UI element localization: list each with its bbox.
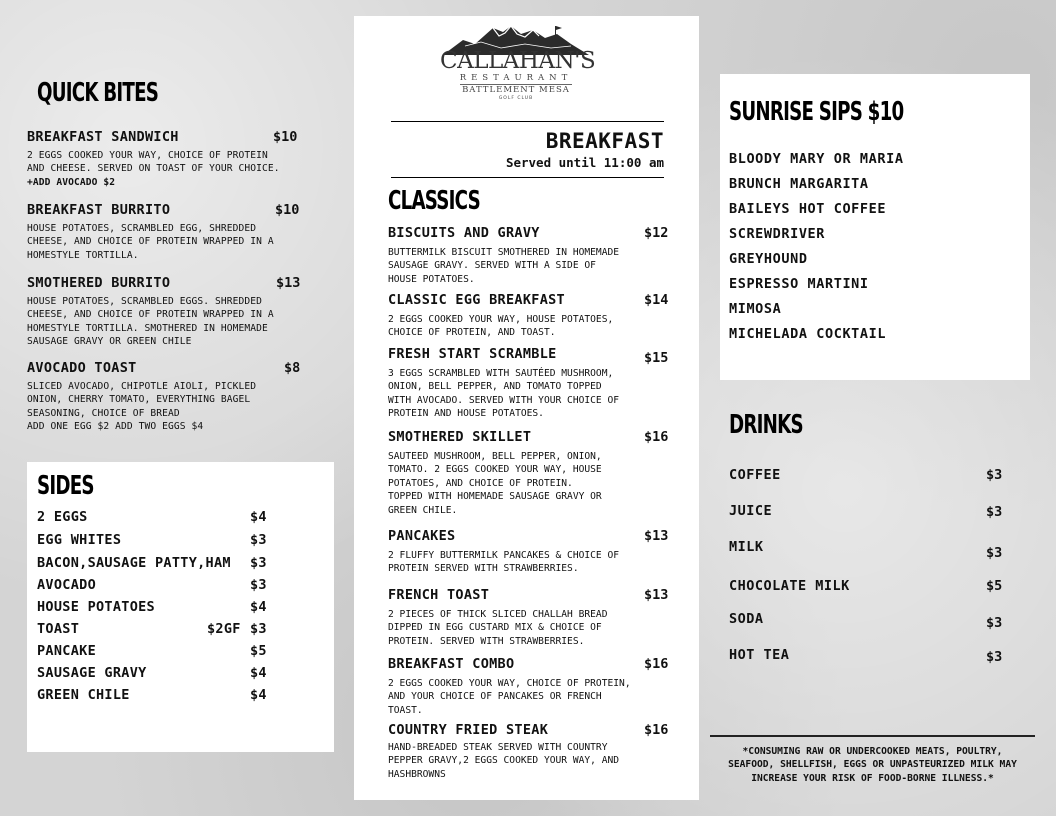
side-name: AVOCADO	[37, 577, 96, 593]
item-price: $10	[273, 129, 298, 145]
classic-item	[388, 528, 678, 576]
cocktail-item: BRUNCH MARGARITA	[729, 176, 869, 192]
item-price: $16	[644, 722, 669, 738]
quick-bites-heading: QUICK BITES	[37, 78, 159, 108]
quick-bite-item	[27, 360, 307, 434]
cocktail-item: GREYHOUND	[729, 251, 808, 267]
side-row	[37, 643, 277, 663]
drink-name: HOT TEA	[729, 647, 790, 663]
classic-item	[388, 346, 678, 421]
logo-place: BATTLEMENT MESA	[462, 85, 570, 95]
side-price: $3	[250, 532, 267, 548]
restaurant-logo	[440, 22, 596, 106]
item-description: 2 FLUFFY BUTTERMILK PANCAKES & CHOICE OF PROTEIN SERVED WITH STRAWBERRIES.	[388, 550, 620, 575]
classic-item	[388, 587, 678, 648]
drink-name: CHOCOLATE MILK	[729, 578, 850, 594]
food-safety-warning: *CONSUMING RAW OR UNDERCOOKED MEATS, POULTRY, SEAFOOD, SHELLFISH, EGGS OR UNPASTEURIZED MILK MAY INCREASE YOUR RISK OF FOOD-BORNE ILLNESS.*	[728, 746, 1017, 784]
cocktail-item: BAILEYS HOT COFFEE	[729, 201, 887, 217]
item-price: $16	[644, 429, 669, 445]
side-row	[37, 665, 277, 685]
side-price: $4	[250, 665, 267, 681]
side-name: BACON,SAUSAGE PATTY,HAM	[37, 555, 231, 571]
item-price: $14	[644, 292, 669, 308]
item-name: FRESH START SCRAMBLE	[388, 346, 557, 362]
item-description: BUTTERMILK BISCUIT SMOTHERED IN HOMEMADE SAUSAGE GRAVY. SERVED WITH A SIDE OF HOUSE POTATOES.	[388, 247, 620, 285]
drink-name: JUICE	[729, 503, 773, 519]
divider-line	[710, 735, 1035, 737]
classic-item	[388, 656, 678, 717]
classics-heading: CLASSICS	[388, 186, 480, 216]
cocktail-item: BLOODY MARY OR MARIA	[729, 151, 904, 167]
side-row	[37, 687, 277, 707]
item-description: SLICED AVOCADO, CHIPOTLE AIOLI, PICKLED ONION, CHERRY TOMATO, EVERYTHING BAGEL SEASONING, CHOICE OF BREAD ADD ONE EGG $2 ADD TWO EGGS $4	[27, 381, 257, 433]
side-extra-price: $2GF	[207, 621, 241, 637]
item-name: BREAKFAST BURRITO	[27, 202, 171, 218]
cocktail-item: MICHELADA COCKTAIL	[729, 326, 887, 342]
item-name: CLASSIC EGG BREAKFAST	[388, 292, 565, 308]
item-price: $13	[276, 275, 301, 291]
divider-line	[391, 121, 664, 122]
side-row	[37, 555, 277, 575]
drink-price: $3	[986, 545, 1003, 561]
cocktail-item: ESPRESSO MARTINI	[729, 276, 869, 292]
item-name: PANCAKES	[388, 528, 456, 544]
item-name: SMOTHERED BURRITO	[27, 275, 171, 291]
side-price: $3	[250, 555, 267, 571]
side-price: $5	[250, 643, 267, 659]
side-price: $4	[250, 509, 267, 525]
logo-club: GOLF CLUB	[498, 96, 534, 101]
side-name: SAUSAGE GRAVY	[37, 665, 147, 681]
cocktail-item: SCREWDRIVER	[729, 226, 826, 242]
served-until-text: Served until 11:00 am	[505, 155, 664, 170]
item-name: SMOTHERED SKILLET	[388, 429, 532, 445]
drink-price: $3	[986, 649, 1003, 665]
side-row	[37, 509, 277, 529]
side-row	[37, 599, 277, 619]
drink-name: SODA	[729, 611, 764, 627]
drink-name: COFFEE	[729, 467, 781, 483]
classic-item	[388, 225, 678, 286]
item-price: $12	[644, 225, 669, 241]
item-description: HOUSE POTATOES, SCRAMBLED EGGS. SHREDDED CHEESE, AND CHOICE OF PROTEIN WRAPPED IN A HOMESTYLE TORTILLA. SMOTHERED IN HOMEMADE SAUSAGE GRAVY OR GREEN CHILE	[27, 296, 274, 348]
side-name: PANCAKE	[37, 643, 96, 659]
cocktail-item: MIMOSA	[729, 301, 782, 317]
drink-price: $3	[986, 615, 1003, 631]
quick-bite-item	[27, 202, 307, 262]
item-price: $10	[275, 202, 300, 218]
item-description: 3 EGGS SCRAMBLED WITH SAUTÉED MUSHROOM, ONION, BELL PEPPER, AND TOMATO TOPPED WITH AVOCADO. SERVED WITH YOUR CHOICE OF PROTEIN AND HOUSE POTATOES.	[388, 368, 620, 420]
classic-item	[388, 292, 678, 340]
item-description: HOUSE POTATOES, SCRAMBLED EGG, SHREDDED CHEESE, AND CHOICE OF PROTEIN WRAPPED IN A HOMESTYLE TORTILLA.	[27, 223, 274, 261]
side-name: GREEN CHILE	[37, 687, 130, 703]
side-price: $4	[250, 687, 267, 703]
side-row	[37, 532, 277, 552]
drink-name: MILK	[729, 539, 764, 555]
breakfast-title: BREAKFAST	[545, 129, 664, 153]
item-price: $15	[644, 350, 669, 366]
item-name: BREAKFAST SANDWICH	[27, 129, 179, 145]
side-name: EGG WHITES	[37, 532, 122, 548]
item-name: FRENCH TOAST	[388, 587, 490, 603]
side-name: TOAST	[37, 621, 80, 637]
item-name: BISCUITS AND GRAVY	[388, 225, 540, 241]
item-price: $16	[644, 656, 669, 672]
drink-price: $5	[986, 578, 1003, 594]
logo-name: CALLAHAN'S	[440, 48, 596, 74]
classic-item	[388, 429, 678, 517]
sides-heading: SIDES	[37, 471, 94, 501]
item-description: 2 EGGS COOKED YOUR WAY, HOUSE POTATOES, CHOICE OF PROTEIN, AND TOAST.	[388, 314, 614, 339]
side-row	[37, 621, 277, 641]
item-description: HAND-BREADED STEAK SERVED WITH COUNTRY PEPPER GRAVY,2 EGGS COOKED YOUR WAY, AND HASHBROWNS	[388, 742, 620, 780]
logo-restaurant: RESTAURANT	[459, 73, 573, 83]
item-price: $13	[644, 587, 669, 603]
item-description: 2 PIECES OF THICK SLICED CHALLAH BREAD DIPPED IN EGG CUSTARD MIX & CHOICE OF PROTEIN. SERVED WITH STRAWBERRIES.	[388, 609, 608, 647]
item-description: SAUTEED MUSHROOM, BELL PEPPER, ONION, TOMATO. 2 EGGS COOKED YOUR WAY, HOUSE POTATOES, AND CHOICE OF PROTEIN. TOPPED WITH HOMEMADE SAUSAGE GRAVY OR GREEN CHILE.	[388, 451, 602, 516]
classic-item	[388, 722, 678, 781]
drinks-heading: DRINKS	[729, 410, 803, 440]
side-price: $3	[250, 621, 267, 637]
item-description: 2 EGGS COOKED YOUR WAY, CHOICE OF PROTEIN, AND YOUR CHOICE OF PANCAKES OR FRENCH TOAST.	[388, 678, 631, 716]
add-on-note: +ADD AVOCADO $2	[27, 176, 116, 188]
divider-line	[391, 177, 664, 178]
item-name: AVOCADO TOAST	[27, 360, 137, 376]
item-name: BREAKFAST COMBO	[388, 656, 515, 672]
item-name: COUNTRY FRIED STEAK	[388, 722, 549, 738]
side-price: $3	[250, 577, 267, 593]
item-price: $8	[284, 360, 301, 376]
side-row	[37, 577, 277, 597]
side-price: $4	[250, 599, 267, 615]
item-description: 2 EGGS COOKED YOUR WAY, CHOICE OF PROTEIN AND CHEESE. SERVED ON TOAST OF YOUR CHOICE. +ADD AVOCADO $2	[27, 149, 307, 189]
side-name: HOUSE POTATOES	[37, 599, 155, 615]
drink-price: $3	[986, 504, 1003, 520]
side-name: 2 EGGS	[37, 509, 88, 525]
drink-price: $3	[986, 467, 1003, 483]
quick-bite-item	[27, 275, 307, 349]
item-price: $13	[644, 528, 669, 544]
sunrise-sips-heading: SUNRISE SIPS $10	[729, 97, 904, 127]
quick-bite-item	[27, 129, 307, 189]
